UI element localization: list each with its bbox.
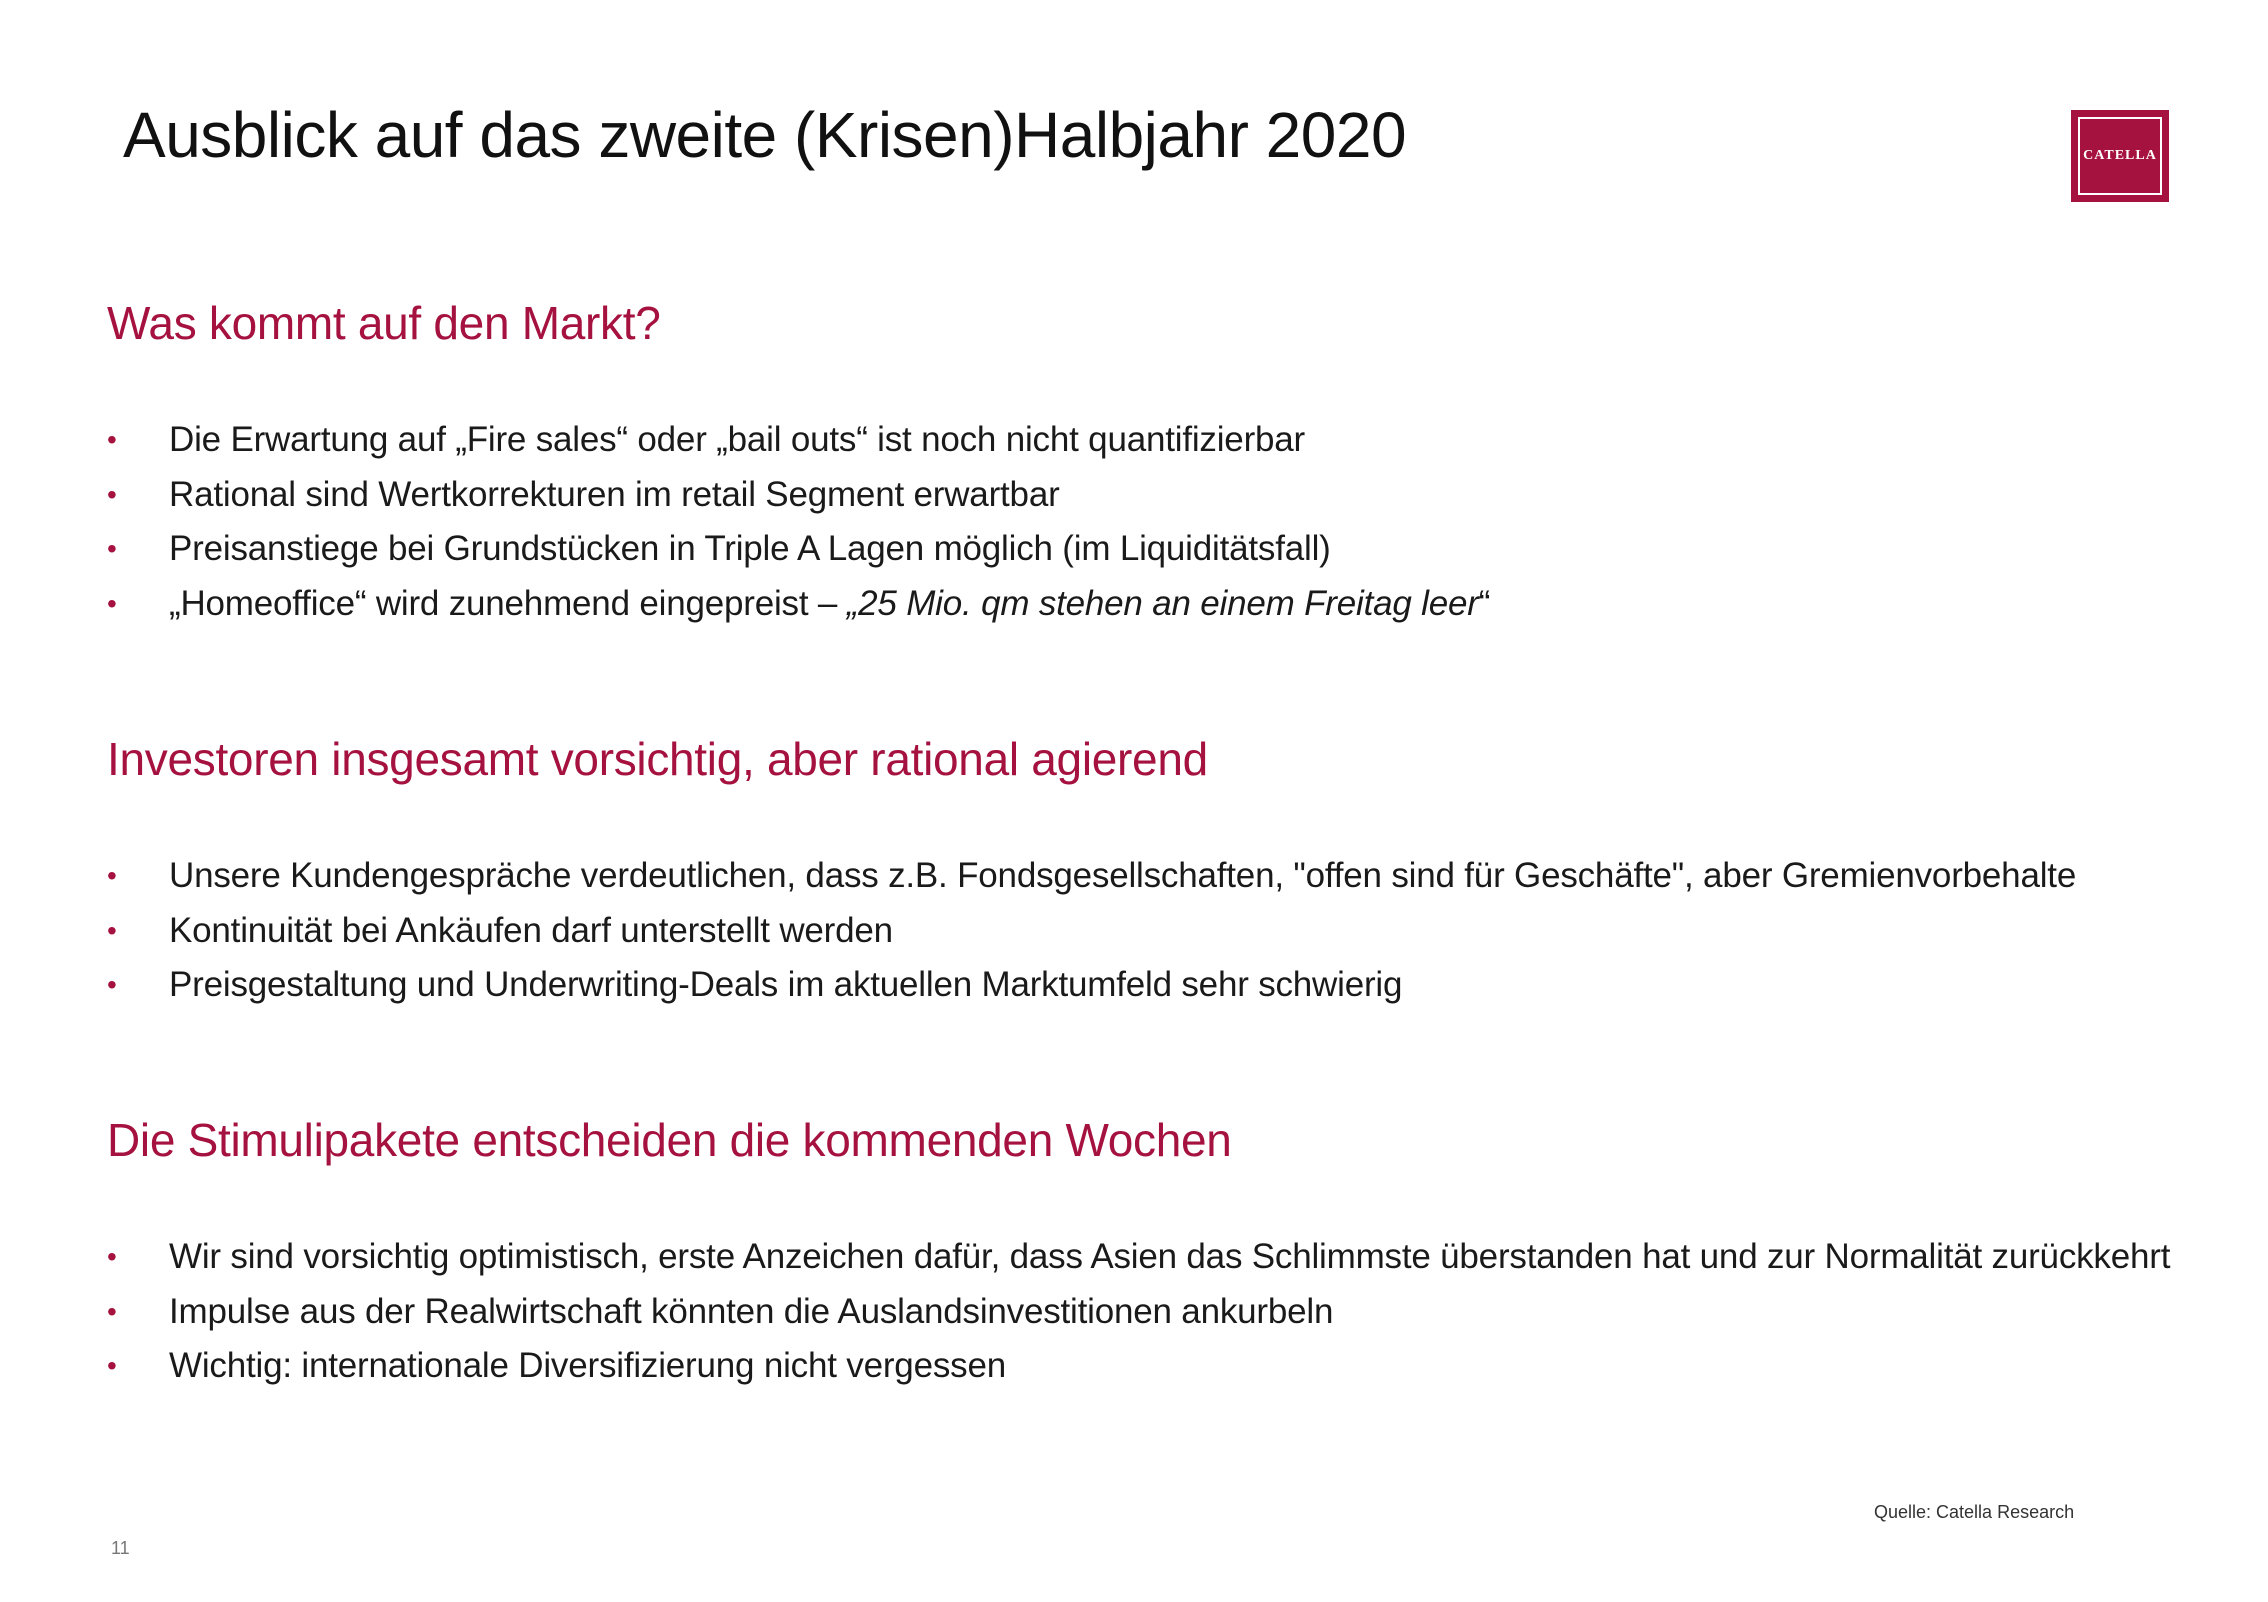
bullet-text: Preisanstiege bei Grundstücken in Triple A Lagen möglich (im Liquiditätsfall) <box>169 529 1331 568</box>
bullet-icon: • <box>107 1241 117 1272</box>
bullet-text: Preisgestaltung und Underwriting-Deals im aktuellen Marktumfeld sehr schwierig <box>169 965 1403 1004</box>
quote-close: “ <box>1478 583 1491 623</box>
bullet-icon: • <box>107 914 117 946</box>
bullet-icon: • <box>107 860 117 891</box>
bullet-text: Kontinuität bei Ankäufen darf unterstellt werden <box>169 910 893 950</box>
bullet-icon: • <box>107 1295 117 1327</box>
bullet-text: Die Erwartung auf „Fire sales“ oder „bail outs“ ist noch nicht quantifizierbar <box>169 420 1306 459</box>
bullet-text: Impulse aus der Realwirtschaft könnten die Auslandsinvestitionen ankurbeln <box>169 1291 1334 1331</box>
bullet-icon: • <box>107 478 117 510</box>
bullet-text <box>169 577 1490 632</box>
quote-open: „ <box>846 583 859 623</box>
bullet-text: Rational sind Wertkorrekturen im retail Segment erwartbar <box>169 474 1060 514</box>
bullet-icon: • <box>107 533 117 564</box>
quote-italic: 25 Mio. qm stehen an einem Freitag leer <box>858 583 1479 623</box>
logo-frame <box>2078 117 2162 195</box>
section-heading-stimulipakete: Die Stimulipakete entscheiden die kommenden Wochen <box>107 1114 1232 1166</box>
page-number: 11 <box>111 1538 130 1558</box>
bullet-icon: • <box>107 424 117 455</box>
catella-logo <box>2071 110 2169 202</box>
logo-text: CATELLA <box>2083 148 2157 163</box>
bullet-icon: • <box>107 969 117 1000</box>
bullet-icon: • <box>107 587 117 619</box>
page-title: Ausblick auf das zweite (Krisen)Halbjahr 2020 <box>123 99 1407 171</box>
bullet-text: Unsere Kundengespräche verdeutlichen, dass z.B. Fondsgesellschaften, "offen sind für Geschäfte", aber Gremienvorbehalte <box>169 856 2077 895</box>
bullet-text-main: „Homeoffice“ wird zunehmend eingepreist – <box>169 583 847 623</box>
section-heading-markt: Was kommt auf den Markt? <box>107 297 661 349</box>
source-note: Quelle: Catella Research <box>1874 1502 2075 1522</box>
section-heading-investoren: Investoren insgesamt vorsichtig, aber rational agierend <box>107 733 1208 785</box>
bullet-icon: • <box>107 1350 117 1381</box>
bullet-text: Wichtig: internationale Diversifizierung nicht vergessen <box>169 1346 1006 1385</box>
bullet-text: Wir sind vorsichtig optimistisch, erste Anzeichen dafür, dass Asien das Schlimmste überstanden hat und zur Normalität zurückkehrt <box>169 1237 2171 1276</box>
